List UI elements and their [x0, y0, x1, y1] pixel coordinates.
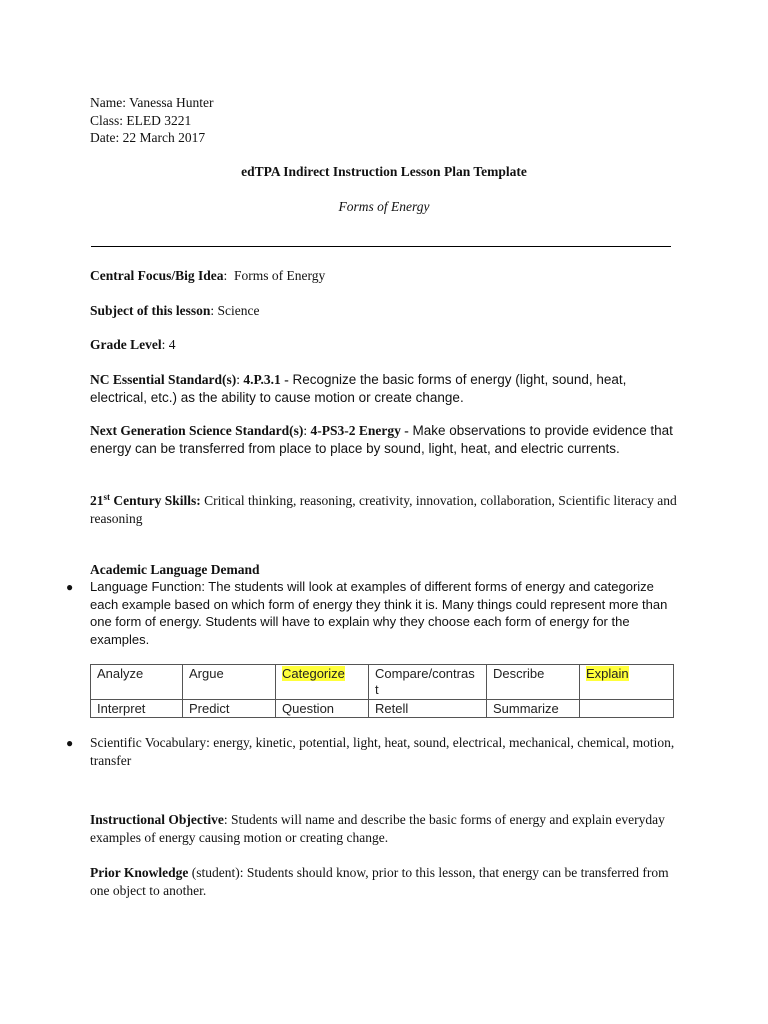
- ngss-code: 4-PS3-2 Energy: [310, 423, 401, 438]
- table-cell: Compare/contrast: [369, 665, 487, 700]
- nc-standard: [90, 371, 680, 406]
- ngss-dash: -: [400, 423, 409, 438]
- grade-value: 4: [165, 337, 176, 352]
- language-function: Language Function: The students will look at examples of different forms of energy and categorize each example based on which form of energy they think it is. Many things could represent more than one form of energy. Students will have to explain why they choose each form of energy for the examples.: [90, 579, 668, 647]
- header-block: [90, 94, 680, 147]
- subject-value: Science: [214, 303, 260, 318]
- grade-label: Grade Level: [90, 337, 162, 352]
- date: Date: 22 March 2017: [90, 130, 206, 145]
- subject-label: Subject of this lesson: [90, 303, 211, 318]
- table-cell-highlighted: Explain: [580, 665, 674, 700]
- subject: [90, 302, 680, 320]
- nc-standard-sep: :: [236, 372, 244, 387]
- document-title: edTPA Indirect Instruction Lesson Plan Template: [241, 164, 527, 179]
- grade-level: [90, 336, 680, 354]
- table-cell: Interpret: [91, 700, 183, 718]
- student-name: Name: Vanessa Hunter: [90, 95, 214, 110]
- table-cell-highlighted: Categorize: [276, 665, 369, 700]
- century-skills: [90, 492, 680, 527]
- central-focus: [90, 267, 680, 285]
- ngss-text: Make observations to provide evidence that energy can be transferred from place to place by sound, light, heat, and electric currents.: [90, 423, 673, 456]
- horizontal-rule: [91, 246, 671, 247]
- prior-knowledge-text: (student): Students should know, prior to this lesson, that energy can be transferred from one object to another.: [90, 865, 669, 898]
- academic-language-heading: Academic Language Demand: [90, 562, 260, 577]
- table-cell: Argue: [183, 665, 276, 700]
- objective-label: Instructional Objective: [90, 812, 224, 827]
- table-row: [91, 665, 674, 700]
- nc-standard-text: Recognize the basic forms of energy (light, sound, heat, electrical, etc.) as the ability to cause motion or create change.: [90, 372, 627, 405]
- prior-knowledge-label: Prior Knowledge: [90, 865, 189, 880]
- table-row: [91, 700, 674, 718]
- grade-colon: :: [161, 337, 166, 352]
- bullet-icon: ●: [66, 580, 74, 594]
- nc-standard-dash: -: [280, 372, 289, 387]
- ngss-sep: :: [303, 423, 311, 438]
- skills-label: 21st Century Skills:: [90, 492, 201, 508]
- objective-text: : Students will name and describe the basic forms of energy and explain everyday examples of energy causing motion or creating change.: [90, 812, 665, 845]
- central-focus-label: Central Focus/Big Idea: [90, 268, 224, 283]
- table-cell: Analyze: [91, 665, 183, 700]
- table-cell: Question: [276, 700, 369, 718]
- scientific-vocabulary: Scientific Vocabulary: energy, kinetic, potential, light, heat, sound, electrical, mechanical, chemical, motion, transfer: [90, 735, 675, 768]
- central-focus-colon: :: [223, 268, 228, 283]
- class-code: Class: ELED 3221: [90, 112, 192, 128]
- prior-knowledge: [90, 864, 680, 899]
- document-subtitle: Forms of Energy: [338, 199, 430, 214]
- academic-vocabulary-table: [90, 664, 674, 718]
- central-focus-value: Forms of Energy: [227, 268, 326, 283]
- table-cell: [580, 700, 674, 718]
- ngss-standard: [90, 422, 680, 457]
- nc-standard-code: 4.P.3.1: [243, 372, 281, 387]
- nc-standard-label: NC Essential Standard(s): [90, 372, 237, 387]
- subject-colon: :: [210, 303, 215, 318]
- bullet-icon: ●: [66, 736, 74, 750]
- table-cell: Summarize: [487, 700, 580, 718]
- ngss-label: Next Generation Science Standard(s): [90, 423, 304, 438]
- skills-text: Critical thinking, reasoning, creativity, innovation, collaboration, Scientific literacy and reasoning: [90, 493, 677, 526]
- table-cell: Describe: [487, 665, 580, 700]
- instructional-objective: [90, 811, 680, 846]
- table-cell: Retell: [369, 700, 487, 718]
- table-cell: Predict: [183, 700, 276, 718]
